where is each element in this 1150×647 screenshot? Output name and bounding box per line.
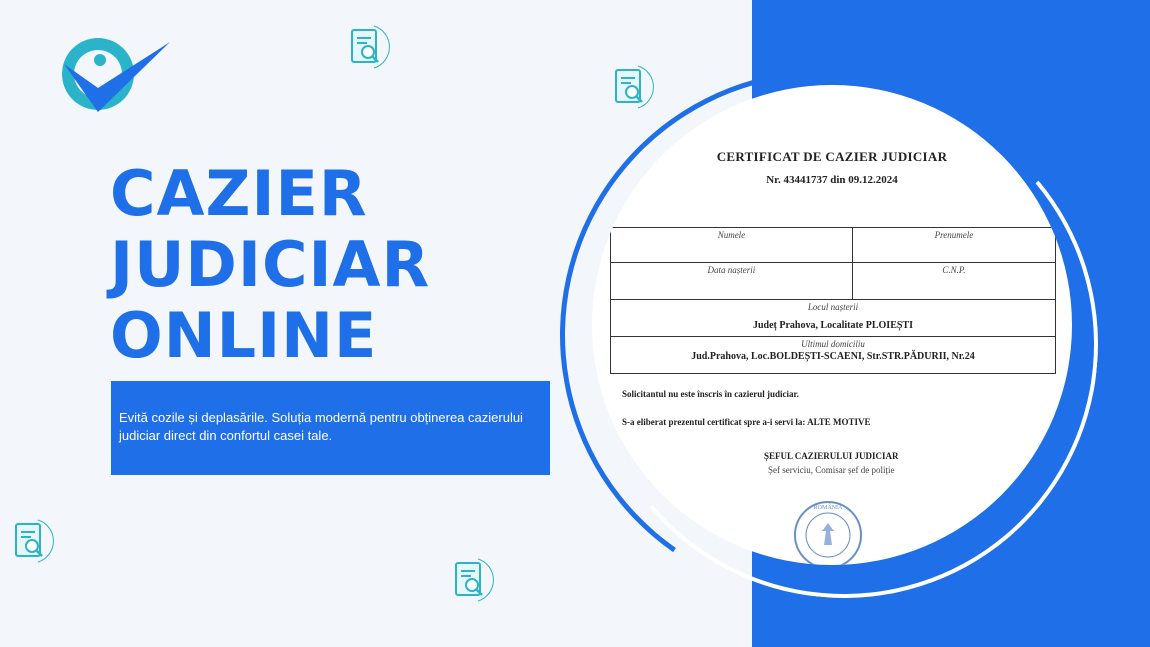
- document-search-icon: [344, 22, 394, 72]
- certificate-statement: Solicitantul nu este înscris în cazierul judiciar.: [622, 389, 799, 399]
- description-box: [111, 381, 550, 475]
- field-cnp: C.N.P.: [852, 263, 1055, 300]
- signatory-title: ȘEFUL CAZIERULUI JUDICIAR: [764, 451, 899, 461]
- headline-line-3: ONLINE: [110, 299, 378, 372]
- locul-nasterii-value: Județ Prahova, Localitate PLOIEȘTI: [752, 320, 913, 331]
- svg-text:ROMÂNIA: ROMÂNIA: [813, 505, 843, 511]
- official-seal-icon: [792, 499, 864, 565]
- signatory-role: Șef serviciu, Comisar șef de poliție: [768, 465, 895, 475]
- document-search-icon: [448, 555, 498, 605]
- headline-line-2: JUDICIAR: [110, 228, 431, 301]
- certificate-image-circle: [592, 85, 1072, 565]
- headline-line-1: CAZIER: [110, 157, 368, 230]
- field-nume: Numele: [611, 228, 853, 263]
- locul-nasterii-label: Locul nașterii: [807, 302, 859, 312]
- certificate-purpose: S-a eliberat prezentul certificat spre a-i servi la: ALTE MOTIVE: [622, 417, 871, 427]
- field-data-nasterii: Data nașterii: [611, 263, 853, 300]
- ultimul-domiciliu-value: Jud.Prahova, Loc.BOLDEȘTI-SCAENI, Str.STR.PĂDURII, Nr.24: [691, 351, 975, 362]
- certificate-document: [592, 85, 1072, 565]
- certificate-number: Nr. 43441737 din 09.12.2024: [766, 174, 898, 186]
- description-text: Evită cozile și deplasările. Soluția modernă pentru obținerea cazierului judiciar direct din confortul casei tale.: [119, 410, 523, 443]
- ultimul-domiciliu-label: Ultimul domiciliu: [801, 339, 865, 349]
- certificate-title: CERTIFICAT DE CAZIER JUDICIAR: [716, 149, 948, 164]
- document-search-icon: [8, 516, 58, 566]
- field-prenume: Prenumele: [852, 228, 1055, 263]
- field-ultimul-domiciliu: [611, 337, 1056, 374]
- field-locul-nasterii: [611, 300, 1056, 337]
- certificate-table: [610, 227, 1056, 374]
- page-headline: [110, 158, 430, 371]
- logo-check-person-icon: [58, 34, 173, 116]
